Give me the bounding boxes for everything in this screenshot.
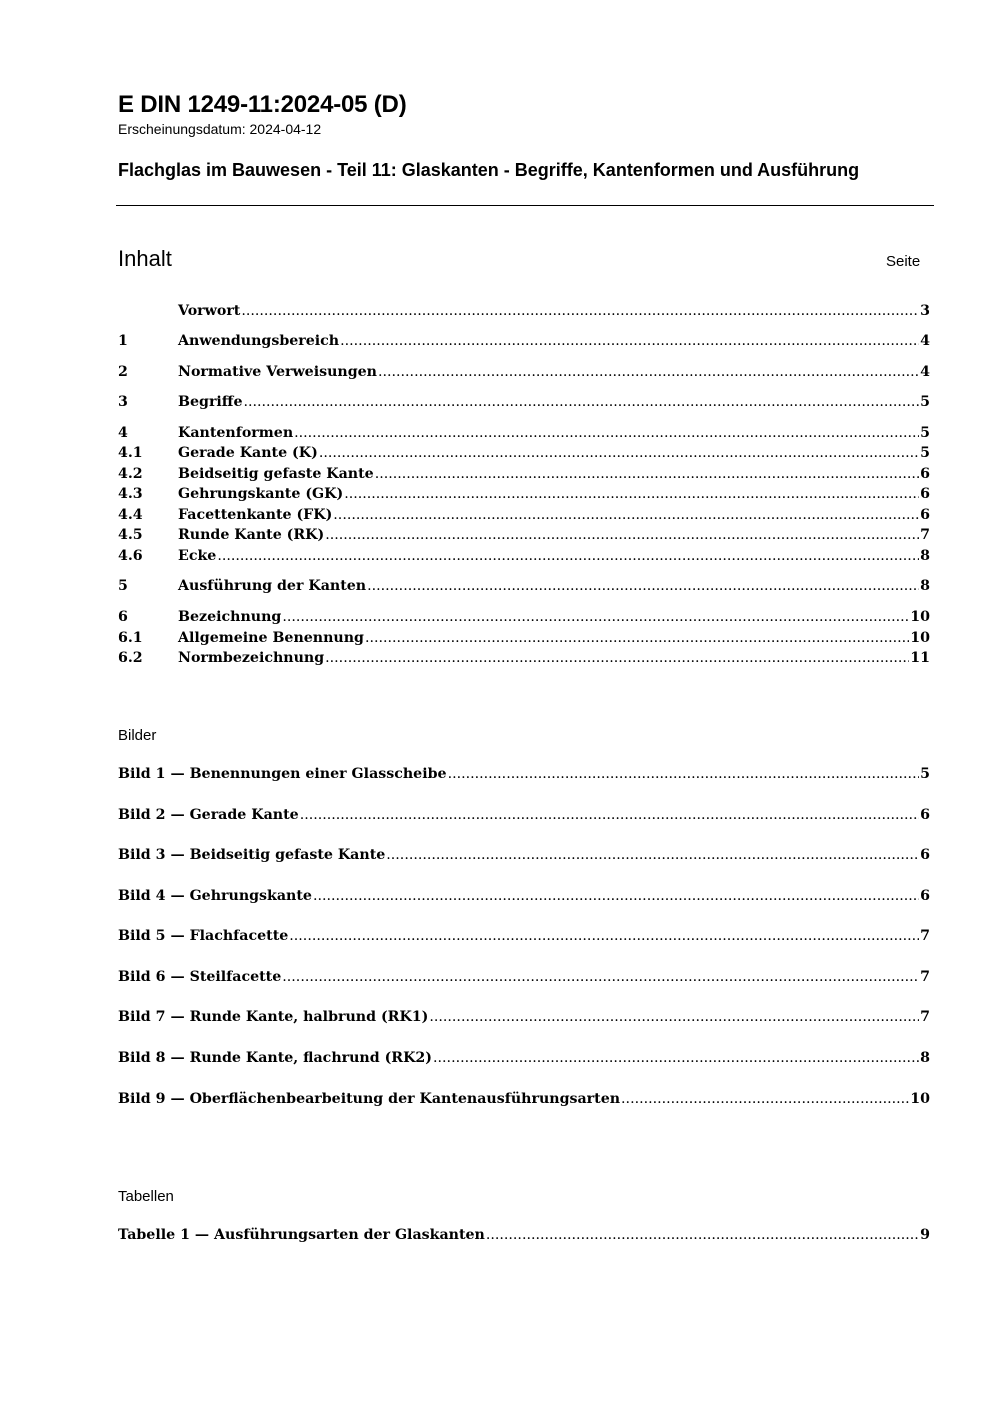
entry-page-number: 11 (910, 650, 930, 666)
toc-entry[interactable] (118, 303, 930, 323)
dot-leader (448, 766, 920, 782)
document-title: Flachglas im Bauwesen - Teil 11: Glaskanten - Begriffe, Kantenformen und Ausführung (118, 160, 860, 180)
entry-title: Bild 6 — Steilfacette (118, 969, 282, 985)
toc-entry[interactable] (118, 466, 930, 486)
entry-page-number: 7 (920, 969, 930, 985)
entry-title: Bild 1 — Benennungen einer Glasscheibe (118, 766, 447, 782)
entry-page-number: 5 (920, 445, 930, 461)
entry-page-number: 7 (920, 527, 930, 543)
dot-leader (365, 630, 909, 646)
entry-title: Bild 2 — Gerade Kante (118, 807, 299, 823)
dot-leader (333, 507, 919, 523)
dot-leader (621, 1091, 909, 1107)
entry-number: 5 (118, 578, 128, 594)
page-column-label: Seite (886, 253, 921, 270)
entry-page-number: 6 (920, 507, 930, 523)
figure-entry[interactable] (118, 1091, 930, 1111)
dot-leader (433, 1050, 919, 1066)
figure-entry[interactable] (118, 1050, 930, 1070)
toc-entry[interactable] (118, 486, 930, 506)
entry-page-number: 6 (920, 888, 930, 904)
dot-leader (243, 394, 919, 410)
dot-leader (217, 548, 919, 564)
dot-leader (486, 1227, 919, 1243)
entry-title: Allgemeine Benennung (178, 630, 364, 646)
dot-leader (289, 928, 919, 944)
entry-number: 2 (118, 364, 128, 380)
entry-page-number: 8 (920, 548, 930, 564)
entry-title: Bild 5 — Flachfacette (118, 928, 289, 944)
entry-number: 6 (118, 609, 128, 625)
title-divider (116, 205, 934, 206)
entry-page-number: 10 (910, 609, 930, 625)
entry-page-number: 6 (920, 486, 930, 502)
entry-number: 4.6 (118, 548, 143, 564)
entry-number: 4.1 (118, 445, 143, 461)
entry-number: 4.5 (118, 527, 143, 543)
figures-heading: Bilder (118, 727, 157, 744)
entry-page-number: 6 (920, 847, 930, 863)
figure-entry[interactable] (118, 969, 930, 989)
toc-heading: Inhalt (118, 246, 172, 271)
toc-entry[interactable] (118, 394, 930, 414)
toc-entry[interactable] (118, 425, 930, 445)
dot-leader (241, 303, 919, 319)
dot-leader (325, 650, 909, 666)
entry-page-number: 3 (920, 303, 930, 319)
entry-page-number: 9 (920, 1227, 930, 1243)
entry-title: Gehrungskante (GK) (178, 486, 344, 502)
toc-entry[interactable] (118, 333, 930, 353)
dot-leader (429, 1009, 919, 1025)
toc-entry[interactable] (118, 364, 930, 384)
toc-entry[interactable] (118, 548, 930, 568)
figure-entry[interactable] (118, 928, 930, 948)
entry-number: 4.4 (118, 507, 143, 523)
entry-title: Ecke (178, 548, 217, 564)
dot-leader (386, 847, 919, 863)
figure-entry[interactable] (118, 766, 930, 786)
entry-title: Beidseitig gefaste Kante (178, 466, 374, 482)
entry-page-number: 7 (920, 1009, 930, 1025)
entry-page-number: 8 (920, 1050, 930, 1066)
dot-leader (319, 445, 919, 461)
entry-title: Normbezeichnung (178, 650, 325, 666)
entry-title: Bezeichnung (178, 609, 282, 625)
publication-date: Erscheinungsdatum: 2024-04-12 (118, 121, 322, 137)
toc-entry[interactable] (118, 445, 930, 465)
entry-title: Bild 3 — Beidseitig gefaste Kante (118, 847, 386, 863)
dot-leader (367, 578, 919, 594)
entry-title: Normative Verweisungen (178, 364, 377, 380)
entry-title: Runde Kante (RK) (178, 527, 325, 543)
entry-page-number: 6 (920, 466, 930, 482)
figure-entry[interactable] (118, 888, 930, 908)
entry-page-number: 4 (920, 333, 930, 349)
entry-title: Gerade Kante (K) (178, 445, 318, 461)
toc-entry[interactable] (118, 507, 930, 527)
dot-leader (378, 364, 919, 380)
dot-leader (325, 527, 919, 543)
entry-number: 1 (118, 333, 128, 349)
dot-leader (300, 807, 919, 823)
entry-page-number: 5 (920, 425, 930, 441)
tables-heading: Tabellen (118, 1188, 174, 1205)
entry-page-number: 7 (920, 928, 930, 944)
entry-title: Bild 8 — Runde Kante, flachrund (RK2) (118, 1050, 433, 1066)
dot-leader (282, 609, 909, 625)
table-entry[interactable] (118, 1227, 930, 1247)
entry-page-number: 5 (920, 394, 930, 410)
entry-page-number: 10 (910, 1091, 930, 1107)
toc-entry[interactable] (118, 578, 930, 598)
entry-title: Tabelle 1 — Ausführungsarten der Glaskanten (118, 1227, 485, 1243)
entry-title: Facettenkante (FK) (178, 507, 333, 523)
entry-page-number: 10 (910, 630, 930, 646)
entry-title: Anwendungsbereich (178, 333, 340, 349)
dot-leader (344, 486, 919, 502)
figure-entry[interactable] (118, 807, 930, 827)
entry-number: 4.3 (118, 486, 143, 502)
entry-title: Bild 7 — Runde Kante, halbrund (RK1) (118, 1009, 429, 1025)
entry-page-number: 8 (920, 578, 930, 594)
entry-number: 6.1 (118, 630, 143, 646)
entry-title: Bild 9 — Oberflächenbearbeitung der Kantenausführungsarten (118, 1091, 621, 1107)
entry-number: 4.2 (118, 466, 143, 482)
entry-title: Kantenformen (178, 425, 294, 441)
entry-title: Vorwort (178, 303, 241, 319)
entry-number: 3 (118, 394, 128, 410)
entry-page-number: 6 (920, 807, 930, 823)
entry-page-number: 4 (920, 364, 930, 380)
entry-title: Ausführung der Kanten (178, 578, 367, 594)
figure-entry[interactable] (118, 847, 930, 867)
entry-number: 4 (118, 425, 128, 441)
toc-entry[interactable] (118, 650, 930, 670)
dot-leader (375, 466, 919, 482)
dot-leader (282, 969, 919, 985)
entry-page-number: 5 (920, 766, 930, 782)
figure-entry[interactable] (118, 1009, 930, 1029)
toc-entry[interactable] (118, 630, 930, 650)
dot-leader (313, 888, 919, 904)
dot-leader (340, 333, 919, 349)
entry-number: 6.2 (118, 650, 143, 666)
entry-title: Begriffe (178, 394, 243, 410)
entry-title: Bild 4 — Gehrungskante (118, 888, 312, 904)
toc-entry[interactable] (118, 527, 930, 547)
document-id: E DIN 1249-11:2024-05 (D) (118, 91, 407, 118)
toc-entry[interactable] (118, 609, 930, 629)
dot-leader (294, 425, 919, 441)
